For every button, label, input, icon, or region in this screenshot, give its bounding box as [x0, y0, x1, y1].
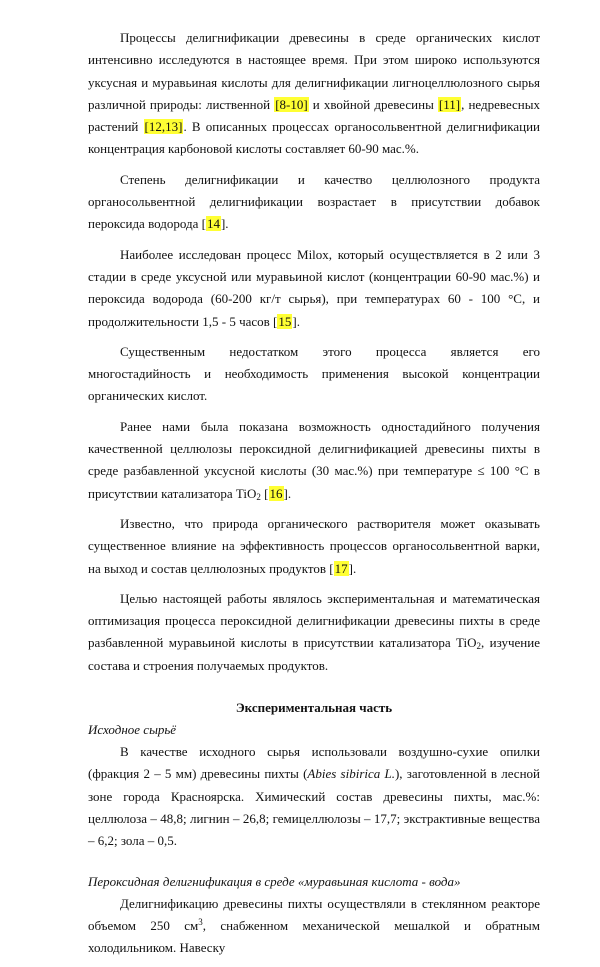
text: , снабженном механической мешалкой и обратным холодильником. Навеску: [88, 917, 540, 956]
text: [: [260, 485, 269, 501]
text: ].: [348, 560, 357, 576]
paragraph-5: [88, 416, 540, 505]
text: , изучение состава и строения получаемых продуктов.: [88, 635, 540, 673]
paragraph-9: [88, 893, 540, 960]
superscript: 3: [198, 916, 203, 927]
text: Делигнификацию древесины пихты осуществляли в стеклянном реакторе объемом 250 см: [88, 895, 540, 933]
text: Процессы делигнификации древесины в среде органических кислот интенсивно исследуются в настоящее время. При этом широко используются уксусная и муравьиная кислоты для делигнификации лигноцеллюлозного сырья различной природы: лиственной: [88, 30, 540, 112]
subscript: 2: [476, 641, 482, 652]
text: ), заготовленной в лесной зоне города Красноярска. Химический состав древесины пихты, мас.%: целлюлоза – 48,8; лигнин – 26,8; гемицеллюлозы – 17,7; экстрактивные вещества – 6,2; зола – 0,5.: [88, 766, 540, 849]
latin-species-name: Abies sibirica L.: [307, 766, 395, 782]
text: , недревесных растений: [88, 96, 540, 135]
subheading-peroxide-delignification: Пероксидная делигнификация в среде «муравьиная кислота - вода»: [88, 873, 461, 889]
subheading-raw-material: Исходное сырьё: [88, 722, 177, 738]
paragraph-3: [88, 244, 540, 333]
citation-16: 16: [269, 485, 283, 501]
paragraph-8: [88, 741, 540, 852]
text: ].: [292, 313, 300, 329]
text: В качестве исходного сырья использовали воздушно-сухие опилки (фракция 2 – 5 мм) древесины пихты (: [88, 744, 540, 782]
text: Ранее нами была показана возможность одностадийного получения качественной целлюлозы пероксидной делигнификацией древесины пихты в среде разбавленной уксусной кислоты (30 мас.%) при температуре ≤ 100 °С в присутствии катализатора TiO: [88, 418, 540, 501]
paragraph-2: [88, 169, 540, 236]
text: Степень делигнификации и качество целлюлозного продукта органосольвентной делигнификации возрастает в присутствии добавок пероксида водорода [: [88, 171, 540, 232]
paragraph-1: [88, 27, 540, 161]
citation-8-10: [8-10]: [275, 96, 308, 112]
paragraph-7: [88, 588, 540, 677]
text: ].: [283, 485, 292, 501]
text: Известно, что природа органического растворителя может оказывать существенное влияние на эффективность процессов органосольвентной варки, на выход и состав целлюлозных продуктов [: [88, 515, 540, 576]
citation-12-13: [12,13]: [144, 119, 183, 135]
text: и хвойной древесины: [308, 96, 438, 112]
text: . В описанных процессах органосольвентной делигнификации концентрация карбоновой кислоты составляет 60-90 мас.%.: [88, 119, 540, 157]
text: Наиболее исследован процесс Milox, который осуществляется в 2 или 3 стадии в среде уксусной или муравьиной кислот (концентрации 60-90 мас.%) и пероксида водорода (60-200 кг/т сырья), при температурах 60 - 100 °С, и продолжительности 1,5 - 5 часов [: [88, 246, 540, 329]
citation-15: 15: [278, 313, 292, 329]
text: ].: [220, 216, 229, 232]
subscript: 2: [256, 491, 261, 502]
text: Целью настоящей работы являлось экспериментальная и математическая оптимизация процесса пероксидной делигнификации древесины пихты в среде разбавленной муравьиной кислоты в присутствии катализатора TiO: [88, 590, 540, 651]
citation-17: 17: [334, 560, 348, 576]
citation-11: [11]: [438, 96, 461, 112]
document-body: [88, 27, 540, 967]
paragraph-4: Существенным недостатком этого процесса является его многостадийность и необходимость применения высокой концентрации органических кислот.: [88, 343, 540, 404]
citation-14: 14: [206, 216, 220, 232]
paragraph-6: [88, 513, 540, 580]
section-heading: Экспериментальная часть: [235, 700, 393, 716]
